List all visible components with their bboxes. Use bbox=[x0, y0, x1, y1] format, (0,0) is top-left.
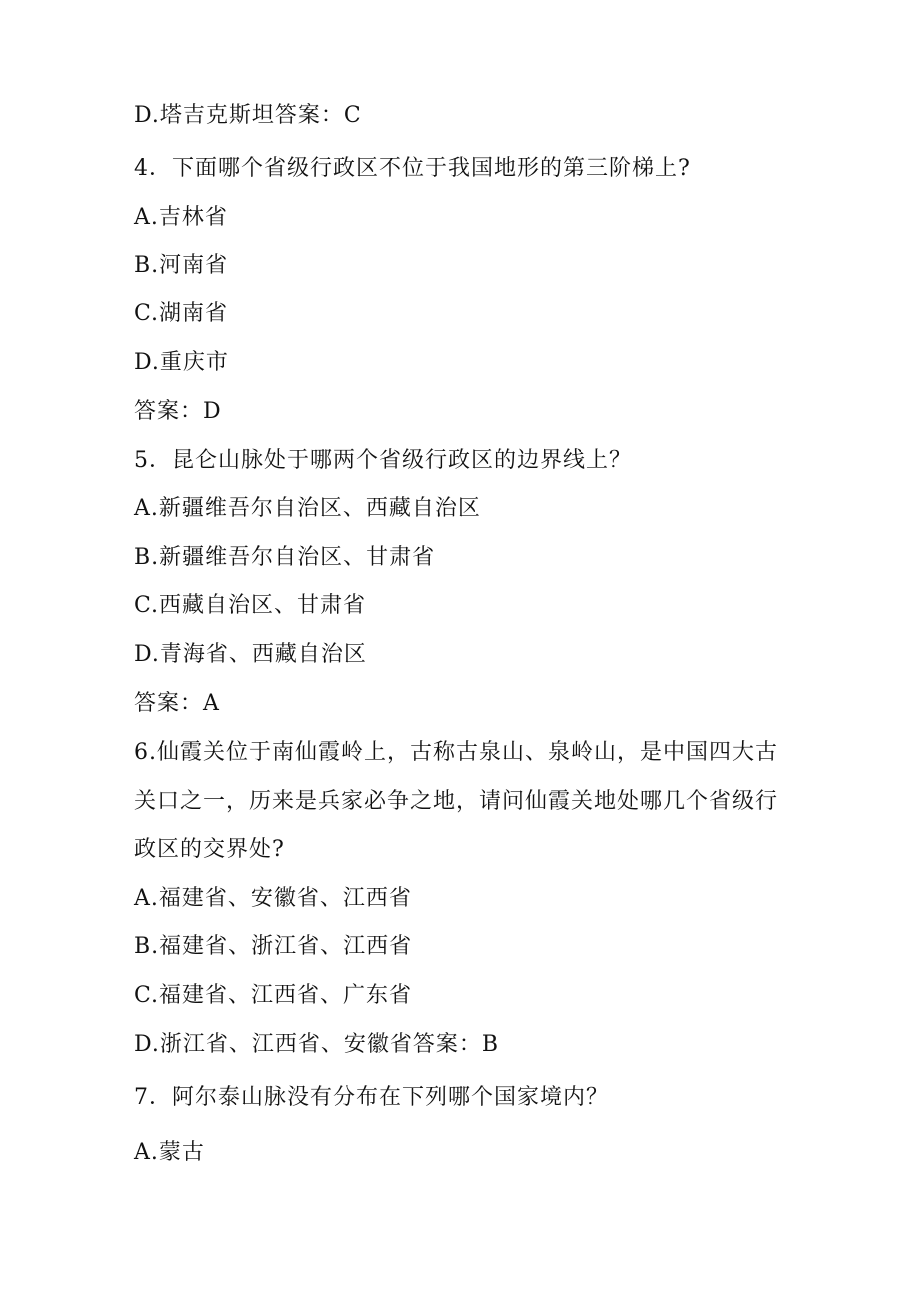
question-6-line-3: 政区的交界处? bbox=[134, 837, 285, 862]
q5-option-d: D.青海省、西藏自治区 bbox=[134, 642, 367, 667]
q5-answer: 答案：A bbox=[134, 691, 220, 716]
q4-option-d: D.重庆市 bbox=[134, 350, 229, 375]
q5-option-c: C.西藏自治区、甘肃省 bbox=[134, 593, 367, 618]
q6-option-d-with-answer: D.浙江省、江西省、安徽省答案：B bbox=[134, 1032, 500, 1057]
q4-option-a: A.吉林省 bbox=[134, 205, 228, 230]
q5-option-b: B.新疆维吾尔自治区、甘肃省 bbox=[134, 545, 436, 570]
q4-answer: 答案：D bbox=[134, 399, 222, 424]
q6-option-c: C.福建省、江西省、广东省 bbox=[134, 983, 413, 1008]
q3-option-d-with-answer: D.塔吉克斯坦答案：C bbox=[134, 103, 362, 128]
q7-option-a: A.蒙古 bbox=[134, 1140, 205, 1165]
q6-option-a: A.福建省、安徽省、江西省 bbox=[134, 886, 412, 911]
q4-option-b: B.河南省 bbox=[134, 253, 229, 278]
q4-option-c: C.湖南省 bbox=[134, 301, 229, 326]
question-4: 4．下面哪个省级行政区不位于我国地形的第三阶梯上? bbox=[134, 156, 691, 181]
question-6-line-1: 6.仙霞关位于南仙霞岭上，古称古泉山、泉岭山，是中国四大古 bbox=[134, 740, 778, 765]
q5-option-a: A.新疆维吾尔自治区、西藏自治区 bbox=[134, 496, 481, 521]
q6-option-b: B.福建省、浙江省、江西省 bbox=[134, 934, 413, 959]
question-6-line-2: 关口之一，历来是兵家必争之地，请问仙霞关地处哪几个省级行 bbox=[134, 789, 779, 814]
question-5: 5．昆仑山脉处于哪两个省级行政区的边界线上？ bbox=[134, 448, 632, 473]
question-7: 7．阿尔泰山脉没有分布在下列哪个国家境内？ bbox=[134, 1085, 609, 1110]
